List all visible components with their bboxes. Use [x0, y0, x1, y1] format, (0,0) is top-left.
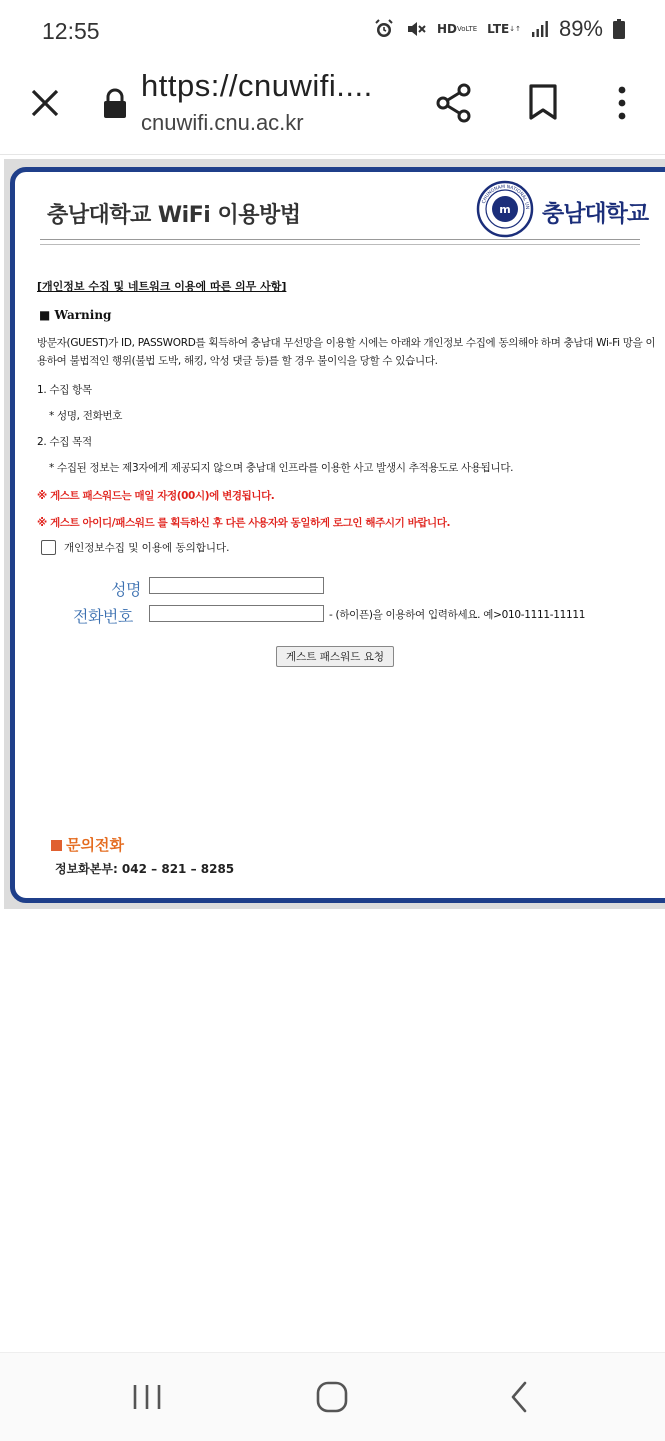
- hd-sub-label: VoLTE: [457, 25, 478, 33]
- item-1-heading: 1. 수집 항목: [37, 384, 92, 396]
- back-icon[interactable]: [494, 1373, 544, 1421]
- notice-title: [개인정보 수집 및 네트워크 이용에 따른 의무 사항]: [37, 280, 287, 293]
- warning-text: 방문자(GUEST)가 ID, PASSWORD를 획득하여 충남대 무선망을 이용할 시에는 아래와 개인정보 수집에 동의해야 하며 충남대 Wi-Fi 망을 이용하여 불법적인 행위(불법 도박, 해킹, 악성 댓글 등)를 할 경우 불이익을 당할 수 있습니다.: [37, 337, 656, 367]
- hd-voice-icon: [437, 24, 477, 34]
- warning-heading: ■ Warning: [39, 308, 112, 322]
- request-password-button[interactable]: 게스트 패스워드 요청: [276, 646, 394, 667]
- hd-label: HD: [436, 22, 457, 36]
- recent-apps-icon[interactable]: [122, 1373, 172, 1421]
- home-icon[interactable]: [307, 1373, 357, 1421]
- status-time: 12:55: [42, 18, 100, 44]
- university-seal-icon: [476, 180, 534, 242]
- signal-icon: [531, 20, 549, 38]
- battery-icon: [613, 19, 625, 39]
- item-1-detail: * 성명, 전화번호: [49, 410, 123, 422]
- lte-label: LTE: [487, 22, 510, 36]
- share-icon[interactable]: [434, 82, 474, 124]
- inquiry-phone: 정보화본부: 042 – 821 – 8285: [55, 862, 235, 876]
- logo-text: 충남대학교: [542, 200, 649, 227]
- svg-text:m: m: [499, 203, 511, 216]
- browser-url-bar: [0, 62, 665, 155]
- page-frame: [10, 167, 665, 903]
- university-logo: [476, 182, 656, 240]
- consent-checkbox[interactable]: [41, 540, 56, 555]
- phone-label: 전화번호: [73, 607, 133, 626]
- status-icons: [373, 16, 625, 42]
- more-icon[interactable]: [602, 82, 642, 124]
- page-viewport: [4, 159, 665, 909]
- name-input[interactable]: [149, 577, 324, 594]
- svg-text:CHUNGNAM NATIONAL UNIVERSITY: CHUNGNAM NATIONAL UN: [481, 184, 530, 210]
- consent-row: [41, 540, 230, 555]
- alarm-icon: [373, 18, 395, 40]
- mute-icon: [405, 18, 427, 40]
- phone-inquiry-icon: [51, 840, 62, 851]
- login-notice: ※ 게스트 아이디/패스워드 를 획득하신 후 다른 사용자와 동일하게 로그인 해주시기 바랍니다.: [37, 517, 451, 529]
- lock-icon: [102, 88, 128, 120]
- bookmark-icon[interactable]: [524, 82, 564, 124]
- url-domain[interactable]: cnuwifi.cnu.ac.kr: [141, 110, 304, 135]
- title-divider: [40, 239, 640, 245]
- battery-percent: 89%: [558, 16, 603, 41]
- inquiry-title: 문의전화: [66, 836, 124, 854]
- item-2-detail: * 수집된 정보는 제3자에게 제공되지 않으며 충남대 인프라를 이용한 사고 발생시 추적용도로 사용됩니다.: [49, 462, 514, 474]
- lte-icon: LTE ↓↑: [487, 22, 521, 36]
- password-change-notice: ※ 게스트 패스워드는 매일 자정(00시)에 변경됩니다.: [37, 490, 275, 502]
- system-nav-bar: [0, 1352, 665, 1441]
- close-icon[interactable]: [26, 84, 64, 122]
- phone-input[interactable]: [149, 605, 324, 622]
- name-label: 성명: [111, 580, 141, 599]
- url-text[interactable]: https://cnuwifi....: [141, 68, 373, 103]
- consent-label: 개인정보수집 및 이용에 동의합니다.: [64, 542, 230, 554]
- status-bar: [0, 0, 665, 62]
- page-title: 충남대학교 WiFi 이용방법: [47, 203, 301, 228]
- phone-hint: - (하이픈)을 이용하여 입력하세요. 예>010-1111-11111: [329, 609, 586, 621]
- item-2-heading: 2. 수집 목적: [37, 436, 92, 448]
